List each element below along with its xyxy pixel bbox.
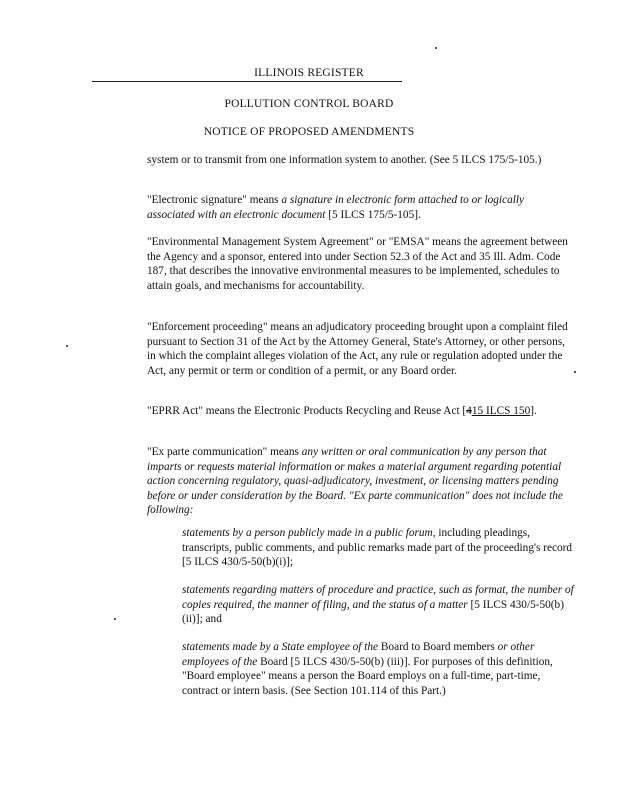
notice-title: NOTICE OF PROPOSED AMENDMENTS [203,126,415,138]
exclusion-public-statements: statements by a person publicly made in a public forum, including pleadings, transcripts, public comments, and public remarks made part of the proceeding's record [5 ILCS 430/5-50(b)(i)]; [182,527,573,569]
exclusion-employee-statements: statements made by a State employee of the Board to Board members or other employees of the Board [5 ILCS 430/5-50(b) (iii)]. For purposes of this definition, "Board employee" means a person the Board employs on a full-time, part-time, contract or intern basis. (See Section 101.114 of this Part.) [182,641,553,697]
definition-emsa: "Environmental Management System Agreement" or "EMSA" means the agreement between the Agency and a sponsor, entered into under Section 52.3 of the Act and 35 Ill. Adm. Code 187, that describes the innovative environmental measures to be implemented, schedules to attain goals, and mechanisms for accountability. [147,236,568,292]
exclusion-procedure-statements: statements regarding matters of procedure and practice, such as format, the number of copies required, the manner of filing, and the status of a matter [5 ILCS 430/5-50(b)(ii)]; and [182,584,574,626]
definition-eprr-act: "EPRR Act" means the Electronic Products Recycling and Reuse Act [415 ILCS 150]. [147,405,537,417]
scan-speck [574,371,576,373]
struck-text: 4 [466,405,472,417]
scan-speck [435,47,437,49]
scan-speck [66,345,68,347]
definition-electronic-signature: "Electronic signature" means a signature in electronic form attached to or logically associated with an electronic document [5 ILCS 175/5-105]. [147,194,525,221]
definition-ex-parte: "Ex parte communication" means any written or oral communication by any person that imparts or requests material information or makes a material argument regarding potential action concerning regulatory, quasi-adjudicatory, investment, or licensing matters pending before or under consideration by the Board. "Ex parte communication" does not include the following: [147,446,563,517]
continued-paragraph: system or to transmit from one information system to another. (See 5 ILCS 175/5-105.) [147,154,542,166]
register-title: ILLINOIS REGISTER [254,67,364,79]
header-rule [92,81,402,82]
definition-enforcement-proceeding: "Enforcement proceeding" means an adjudicatory proceeding brought upon a complaint filed pursuant to Section 31 of the Act by the Attorney General, State's Attorney, or other persons, in which the complaint alleges violation of the Act, any rule or regulation adopted under the Act, any permit or term or condition of a permit, or any Board order. [147,321,568,377]
scan-speck [114,618,116,620]
inserted-text: 15 ILCS 150 [471,405,531,417]
board-name: POLLUTION CONTROL BOARD [224,98,394,110]
